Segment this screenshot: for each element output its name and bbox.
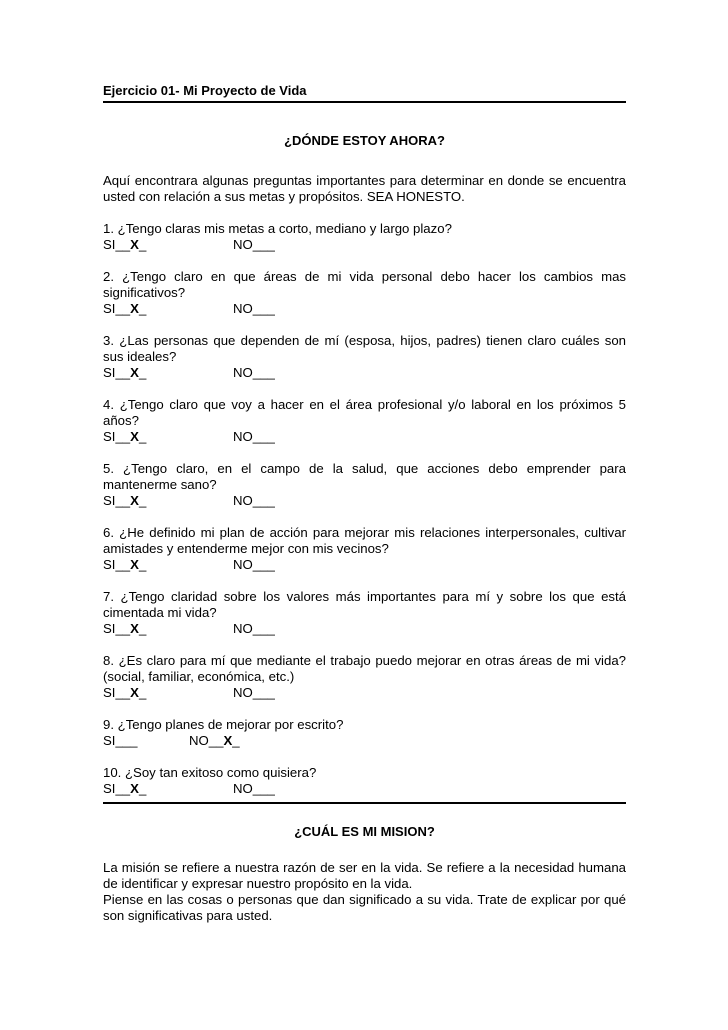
answer-no-text: NO___: [233, 685, 275, 700]
answer-si-text: _: [138, 301, 147, 316]
section-title-mision: ¿CUÁL ES MI MISION?: [294, 824, 435, 839]
question-item: [103, 525, 626, 573]
answer-si-mark: X: [130, 493, 139, 508]
answer-no: [233, 301, 275, 316]
question-text: 1. ¿Tengo claras mis metas a corto, mediano y largo plazo?: [103, 221, 452, 236]
answer-si-mark: X: [130, 685, 139, 700]
answer-no-text: NO___: [233, 781, 275, 796]
mission-paragraph-1: La misión se refiere a nuestra razón de ser en la vida. Se refiere a la necesidad humana de identificar y expresar nuestro propósito en la vida.: [103, 860, 626, 891]
answer-si-text: _: [138, 493, 147, 508]
question-text: 7. ¿Tengo claridad sobre los valores más importantes para mí y sobre los que está cimentada mi vida?: [103, 589, 626, 620]
answer-si-text: SI__: [103, 685, 131, 700]
answer-no-text: NO___: [233, 429, 275, 444]
answer-si: [103, 733, 189, 749]
answer-si-mark: X: [130, 365, 139, 380]
question-text: 5. ¿Tengo claro, en el campo de la salud, que acciones debo emprender para mantenerme sano?: [103, 461, 626, 492]
question-text: 4. ¿Tengo claro que voy a hacer en el área profesional y/o laboral en los próximos 5 años?: [103, 397, 626, 428]
answer-si-text: _: [138, 781, 147, 796]
answer-si: [103, 237, 233, 253]
answer-si-text: SI__: [103, 365, 131, 380]
mission-paragraph-2: Piense en las cosas o personas que dan significado a su vida. Trate de explicar por qué son significativas para usted.: [103, 892, 626, 923]
answer-line: [103, 365, 626, 381]
answer-si-text: _: [138, 429, 147, 444]
answer-si: [103, 493, 233, 509]
answer-si-text: SI__: [103, 237, 131, 252]
document-header-title: Ejercicio 01- Mi Proyecto de Vida: [103, 83, 626, 103]
answer-no-text: NO___: [233, 557, 275, 572]
answer-si-mark: X: [130, 621, 139, 636]
answer-line: [103, 685, 626, 701]
question-text: 8. ¿Es claro para mí que mediante el trabajo puedo mejorar en otras áreas de mi vida? (social, familiar, económica, etc.): [103, 653, 626, 684]
answer-line: [103, 733, 626, 749]
answer-no: [233, 685, 275, 700]
intro-paragraph: Aquí encontrara algunas preguntas importantes para determinar en donde se encuentra usted con relación a sus metas y propósitos. SEA HONESTO.: [103, 173, 626, 204]
answer-si-text: SI__: [103, 429, 131, 444]
questions-list: [103, 221, 626, 797]
answer-si-mark: X: [130, 237, 139, 252]
answer-si-mark: X: [130, 781, 139, 796]
answer-no: [233, 493, 275, 508]
mission-text: [103, 860, 626, 924]
answer-si: [103, 557, 233, 573]
answer-no: [233, 781, 275, 796]
answer-line: [103, 493, 626, 509]
answer-no: [233, 557, 275, 572]
section-divider: [103, 802, 626, 804]
question-text: 10. ¿Soy tan exitoso como quisiera?: [103, 765, 317, 780]
answer-no-text: NO___: [233, 237, 275, 252]
answer-no: [233, 237, 275, 252]
answer-line: [103, 429, 626, 445]
answer-si-text: SI__: [103, 557, 131, 572]
question-text: 2. ¿Tengo claro en que áreas de mi vida personal debo hacer los cambios mas significativos?: [103, 269, 626, 300]
answer-no-text: NO___: [233, 301, 275, 316]
question-item: [103, 765, 626, 797]
answer-si-mark: X: [130, 557, 139, 572]
answer-no: [233, 621, 275, 636]
answer-si-text: SI___: [103, 733, 138, 748]
answer-no: [189, 733, 240, 748]
answer-si-mark: X: [130, 429, 139, 444]
answer-no-text: NO___: [233, 365, 275, 380]
answer-si-text: _: [138, 621, 147, 636]
answer-line: [103, 621, 626, 637]
answer-no: [233, 429, 275, 444]
answer-si-text: _: [138, 237, 147, 252]
question-text: 3. ¿Las personas que dependen de mí (esposa, hijos, padres) tienen claro cuáles son sus ideales?: [103, 333, 626, 364]
answer-no-text: NO___: [233, 493, 275, 508]
answer-si: [103, 301, 233, 317]
question-item: [103, 397, 626, 445]
question-item: [103, 589, 626, 637]
question-text: 6. ¿He definido mi plan de acción para mejorar mis relaciones interpersonales, cultivar amistades y entenderme mejor con mis vecinos?: [103, 525, 626, 556]
answer-si: [103, 685, 233, 701]
answer-no-text: _: [232, 733, 240, 748]
answer-si: [103, 621, 233, 637]
answer-no-text: NO__: [189, 733, 224, 748]
document-page: [103, 83, 626, 924]
answer-si-text: SI__: [103, 493, 131, 508]
question-item: [103, 333, 626, 381]
answer-line: [103, 237, 626, 253]
answer-line: [103, 781, 626, 797]
answer-si-text: SI__: [103, 301, 131, 316]
answer-line: [103, 301, 626, 317]
question-item: [103, 221, 626, 253]
section-title-donde-estoy: ¿DÓNDE ESTOY AHORA?: [284, 133, 445, 148]
question-item: [103, 461, 626, 509]
answer-si: [103, 781, 233, 797]
answer-si-text: SI__: [103, 781, 131, 796]
answer-no-mark: X: [223, 733, 233, 748]
answer-si: [103, 365, 233, 381]
answer-si-text: _: [138, 557, 147, 572]
answer-si-text: _: [138, 365, 147, 380]
question-item: [103, 269, 626, 317]
answer-si-mark: X: [130, 301, 139, 316]
answer-line: [103, 557, 626, 573]
question-item: [103, 717, 626, 749]
answer-si-text: _: [138, 685, 147, 700]
answer-no-text: NO___: [233, 621, 275, 636]
question-item: [103, 653, 626, 701]
answer-no: [233, 365, 275, 380]
question-text: 9. ¿Tengo planes de mejorar por escrito?: [103, 717, 344, 732]
answer-si-text: SI__: [103, 621, 131, 636]
answer-si: [103, 429, 233, 445]
